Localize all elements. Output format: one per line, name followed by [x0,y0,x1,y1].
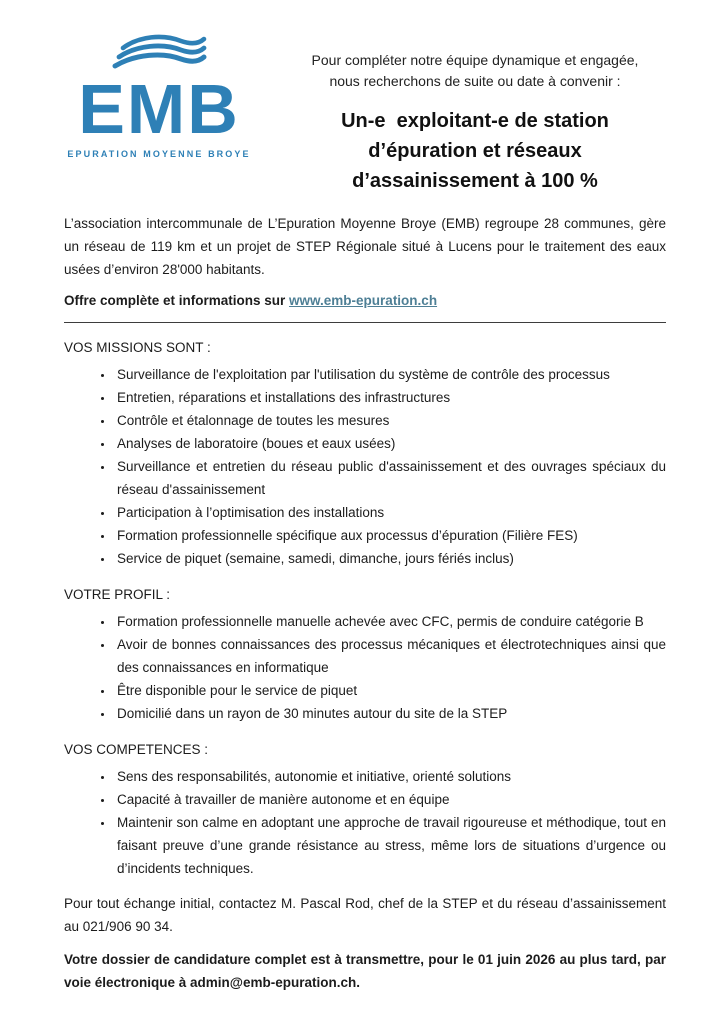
list-item: • Domicilié dans un rayon de 30 minutes autour du site de la STEP [114,702,666,725]
list-item: • Maintenir son calme en adoptant une approche de travail rigoureuse et méthodique, tout en faisant preuve d’une grande résistance au stress, même lors de situations d’urgence ou d’incidents techniques. [114,811,666,880]
closing-paragraph [64,948,666,994]
list-item: • Capacité à travailler de manière autonome et en équipe [114,788,666,811]
competences-list [64,765,666,880]
website-link[interactable]: www.emb-epuration.ch [289,293,438,308]
job-title-line: d’épuration et réseaux [368,140,582,162]
profile-list [64,610,666,725]
list-item: • Entretien, réparations et installations des infrastructures [114,386,666,409]
list-item: • Service de piquet (semaine, samedi, dimanche, jours fériés inclus) [114,547,666,570]
document-header [64,26,666,196]
logo-tagline: EPURATION MOYENNE BROYE [67,149,251,159]
job-title-line: Un-e exploitant-e de station [341,110,609,132]
emb-logo [64,26,254,159]
closing-text-end: . [356,975,360,990]
offer-info-label: Offre complète et informations sur [64,293,290,308]
list-item: • Formation professionnelle manuelle achevée avec CFC, permis de conduire catégorie B [114,610,666,633]
list-item: • Être disponible pour le service de piquet [114,679,666,702]
list-item: • Formation professionnelle spécifique aux processus d’épuration (Filière FES) [114,524,666,547]
job-title-line: d’assainissement à 100 % [352,170,598,192]
contact-text: Pour tout échange initial, contactez M. Pascal Rod, chef de la STEP et du réseau d’assainissement au [64,896,666,934]
contact-paragraph [64,892,666,938]
list-item: • Participation à l’optimisation des installations [114,501,666,524]
closing-text: Votre dossier de candidature complet est à transmettre, pour le 01 juin 2026 au plus tard, par voie électronique à [64,952,666,990]
divider [64,322,666,323]
missions-list [64,363,666,570]
list-item: • Surveillance et entretien du réseau public d'assainissement et des ouvrages spéciaux du réseau d'assainissement [114,455,666,501]
list-item: • Sens des responsabilités, autonomie et initiative, orienté solutions [114,765,666,788]
list-item: • Avoir de bonnes connaissances des processus mécaniques et électrotechniques ainsi que des connaissances en informatique [114,633,666,679]
list-item: • Surveillance de l'exploitation par l'utilisation du système de contrôle des processus [114,363,666,386]
phone-number: 021/906 90 34 [82,919,170,934]
section-heading-missions: VOS MISSIONS SONT : [64,340,211,355]
logo-acronym: EMB [78,70,240,148]
lead-paragraph: L’association intercommunale de L’Epuration Moyenne Broye (EMB) regroupe 28 communes, gère un réseau de 119 km et un projet de STEP Régionale situé à Lucens pour le traitement des eaux usées d’environ 28'000 habitants. [64,216,666,277]
offer-info-line [64,289,666,312]
contact-text-end: . [169,919,173,934]
section-heading-profile: VOTRE PROFIL : [64,587,171,602]
announcement-line: Pour compléter notre équipe dynamique et engagée, [311,52,639,68]
list-item: • Analyses de laboratoire (boues et eaux usées) [114,432,666,455]
announcement-line: nous recherchons de suite ou date à convenir : [329,73,621,89]
section-heading-competences: VOS COMPETENCES : [64,742,209,757]
email-address: admin@emb-epuration.ch [190,975,357,990]
job-title [284,106,666,196]
list-item: • Contrôle et étalonnage de toutes les mesures [114,409,666,432]
announcement-block [254,26,666,196]
